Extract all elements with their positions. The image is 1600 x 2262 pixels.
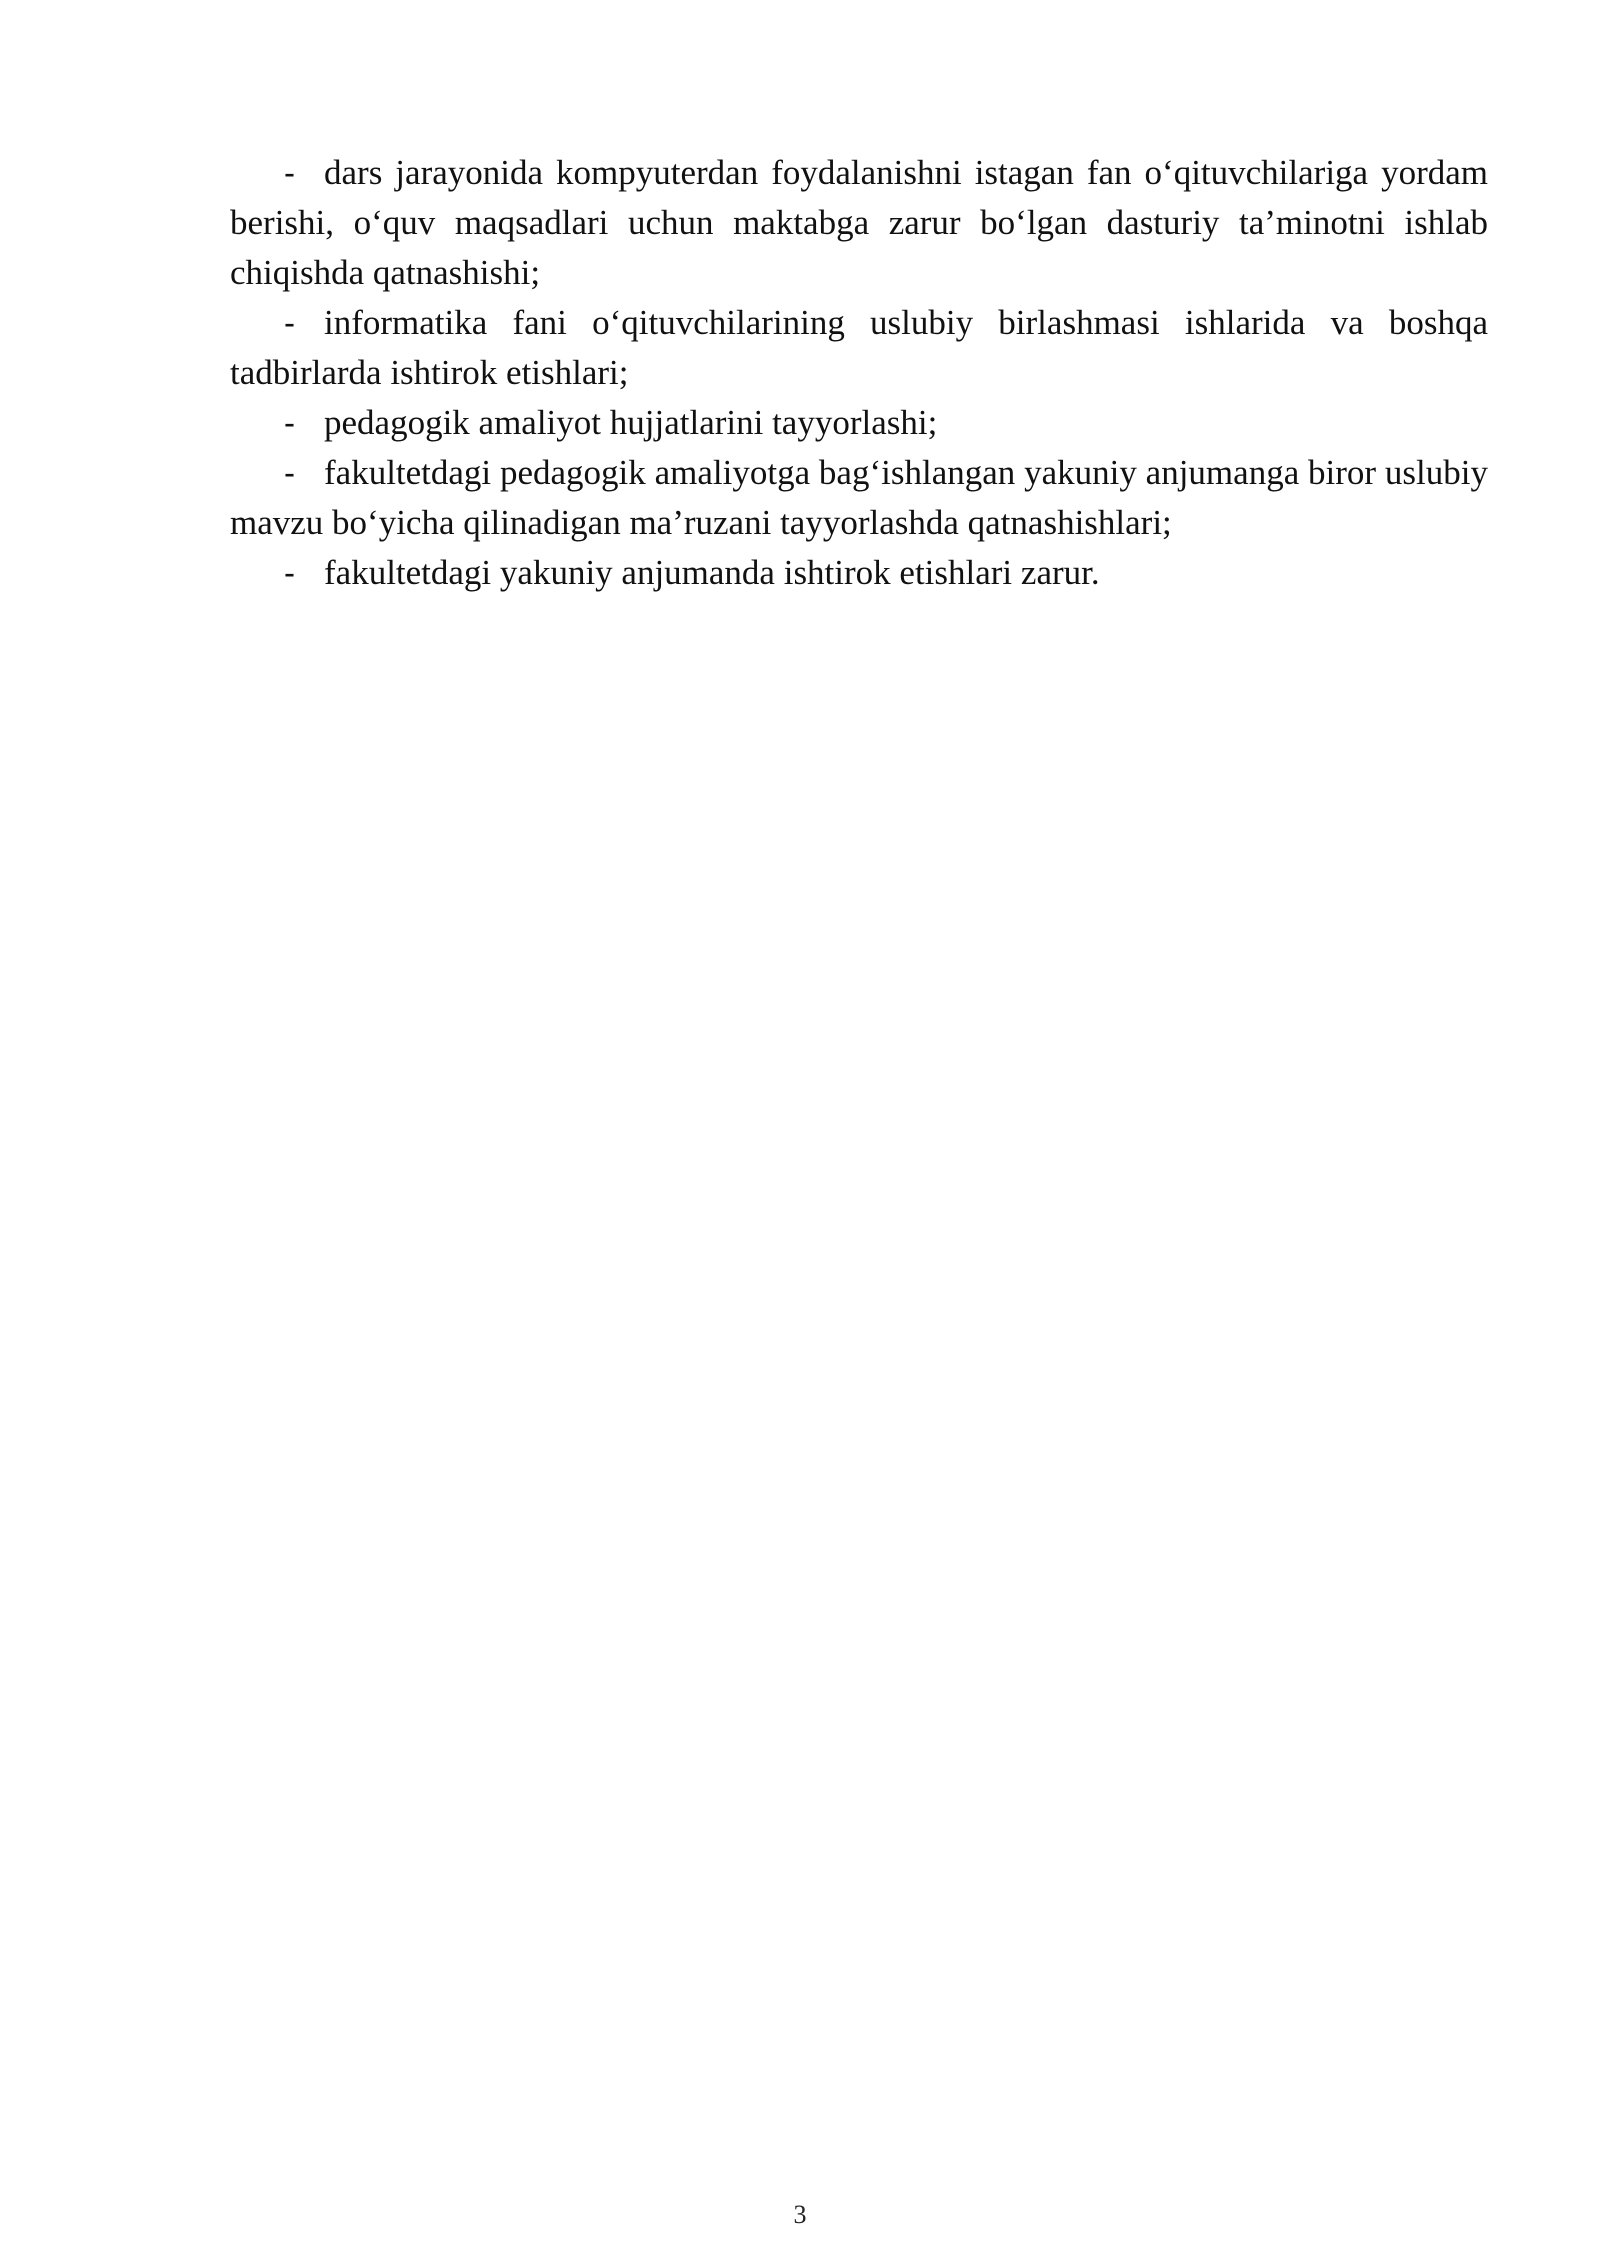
list-item [230,148,1488,298]
dash-bullet-icon: - [284,404,295,441]
list-item [230,298,1488,398]
list-item-text: dars jarayonida kompyuterdan foydalanishni istagan fan o‘qituvchilariga yordam berishi, o‘quv maqsadlari uchun maktabga zarur bo‘lgan dasturiy ta’minotni ishlab chiqishda qatnashishi; [230,153,1488,292]
list-item [230,398,1488,448]
list-item-text: fakultetdagi yakuniy anjumanda ishtirok etishlari zarur. [324,553,1100,592]
dash-bullet-icon: - [284,304,295,341]
list-item-text: informatika fani o‘qituvchilarining uslubiy birlashmasi ishlarida va boshqa tadbirlarda ishtirok etishlari; [230,303,1488,392]
dash-bullet-icon: - [284,554,295,591]
dash-bullet-icon: - [284,454,295,491]
list-item-text: fakultetdagi pedagogik amaliyotga bag‘ishlangan yakuniy anjumanga biror uslubiy mavzu bo‘yicha qilinadigan ma’ruzani tayyorlashda qatnashishlari; [230,453,1488,542]
list-item [230,548,1488,598]
list-item-text: pedagogik amaliyot hujjatlarini tayyorlashi; [324,403,938,442]
bullet-list [230,148,1488,598]
dash-bullet-icon: - [284,154,295,191]
page-number: 3 [793,2200,807,2229]
list-item [230,448,1488,548]
